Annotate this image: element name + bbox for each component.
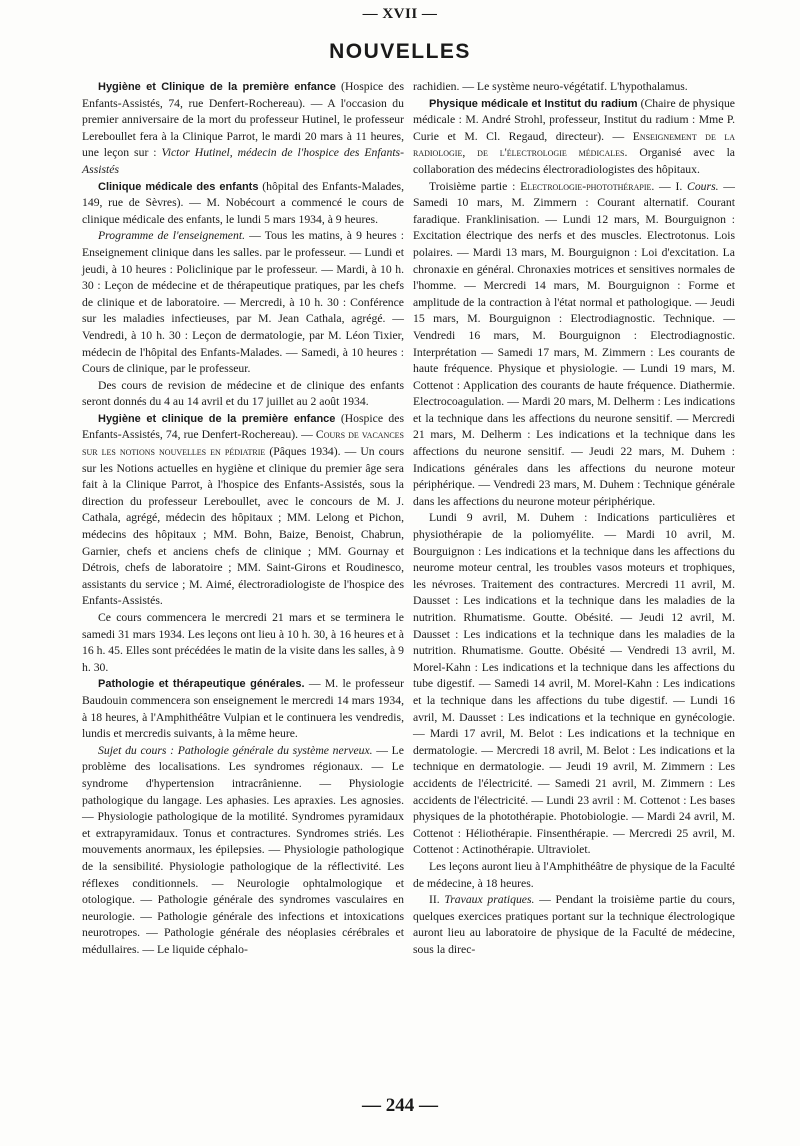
news-item-hygiene-premiere-enfance — [82, 411, 404, 610]
news-body: II. — [429, 893, 445, 907]
news-body: Troisième partie : — [429, 179, 521, 193]
course-title: Cours de vacances sur les notions nouvelles en pédiatrie — [82, 428, 405, 459]
news-body: — M. le professeur Baudouin commencera son enseignement le mercredi 14 mars 1934, à 18 heures, à l'Amphithéâtre Vulpian et le continuera les vendredis, lundis et mercredis suivants, à la même heure. — [82, 677, 404, 741]
news-item-physique-medicale — [413, 96, 735, 179]
news-item-hygiene-clinique — [82, 79, 404, 179]
lecture-location-paragraph: Les leçons auront lieu à l'Amphithéâtre de physique de la Faculté de médecine, à 18 heures. — [413, 859, 735, 890]
subject-label: Sujet du cours : Pathologie générale du système nerveux. — [98, 743, 373, 757]
news-body: (Pâques 1934). — Un cours sur les Notions actuelles en hygiène et clinique du premier âge sera fait à la Clinique Parrot, à l'hospice des Enfants-Assistés, sous la direction du professeur Lereboullet, avec le concours de M. J. Cathala, agrégé, médecin des hôpitaux ; MM. Lelong et Pichon, médecins des hôpitaux ; MM. Bohn, Baize, Benoist, Chabrun, Garnier, chefs et anciens chefs de clinique ; MM. Gournay et Détrois, chefs de laboratoire ; MM. Saint-Girons et Roudinesco, assistants du service ; M. Aimé, électroradiologiste de l'hospice des Enfants-Assistés. — [82, 445, 404, 608]
news-body: (Hospice des Enfants-Assistés, 74, rue Denfert-Rochereau). — A l'occasion du premier anniversaire de la mort du professeur Hutinel, le professeur Lereboullet fera à la Clinique Parrot, le mardi 20 mars à 11 heures, une leçon sur : — [82, 80, 404, 160]
course-title: Enseignement de la radiologie, de l'électrologie médicales. — [413, 129, 735, 160]
news-heading: Hygiène et clinique de la première enfance — [98, 412, 336, 425]
news-body: — Pendant la troisième partie du cours, quelques exercices pratiques portant sur la technique électrologique auront lieu au laboratoire de physique de la Faculté de médecine, sous la direc- — [413, 893, 735, 956]
news-heading: Pathologie et thérapeutique générales. — [98, 678, 305, 691]
page-title: NOUVELLES — [329, 40, 471, 63]
left-column — [82, 79, 404, 958]
news-body: (Hospice des Enfants-Assistés, 74, rue Denfert-Rochereau). — — [82, 411, 404, 442]
part-title: Electrologie-photothérapie. — [520, 179, 655, 193]
news-item-clinique-enfants — [82, 179, 404, 229]
news-body: — I. — [654, 179, 688, 193]
news-body: (Chaire de physique médicale : M. André Strohl, professeur, Institut du radium : Mme P. Curie et M. Cl. Regaud, directeur). — — [413, 96, 735, 143]
april-schedule-paragraph: Lundi 9 avril, M. Duhem : Indications particulières et physiothérapie de la poliomyélite. — Mardi 10 avril, M. Bourguignon : Les indications et la technique dans les affections du neurome moteur central, les troubles vasos moteurs et trophiques, les névroses. Traitement des contractures. Mercredi 11 avril, M. Dausset : Les indications et la technique dans les maladies de la nutrition. Rhumatisme. Goutte. Obésité. — Jeudi 12 avril, M. Dausset : Les indications et la technique dans les maladies de la nutrition. Rhumatisme. Goutte. Obésité — Vendredi 13 avril, M. Morel-Kahn : Les indications et la technique dans les affections du tube digestif. — Samedi 14 avril, M. Morel-Kahn : Les indications et la technique dans les affections du tube digestif. — Lundi 16 avril, M. Dausset : Les indications et la technique en gynécologie. — Mardi 17 avril, M. Belot : Les indications et la technique en dermatologie. — Mercredi 18 avril, M. Belot : Les indications et la technique en dermatologie. — Jeudi 19 avril, M. Zimmern : Les accidents de l'électricité. — Samedi 21 avril, M. Zimmern : Les accidents de l'électricité. — Lundi 23 avril : M. Cottenot : Les bases physiques de la photothérapie. Photobiologie. — Mardi 24 avril, M. Cottenot : Héliothérapie. Finsenthérapie. — Mercredi 25 avril, M. Cottenot : Actinothérapie. Ultraviolet. — [413, 511, 735, 857]
news-item-pathologie — [82, 676, 404, 742]
page-number: — 244 — — [362, 1095, 438, 1116]
lecture-title: Victor Hutinel, médecin de l'hospice des Enfants-Assistés — [82, 146, 405, 176]
news-heading: Physique médicale et Institut du radium — [429, 97, 638, 110]
travaux-label: Travaux pratiques. — [444, 893, 535, 907]
news-body: — Tous les matins, à 9 heures : Enseignement clinique dans les salles. par le professeur. — Lundi et jeudi, à 10 heures : Policlinique par le professeur. — Mardi, à 10 h. 30 : Leçon de médecine et de thérapeutique pratiques, par les chefs de clinique et de laboratoire. — Mercredi, à 10 h. 30 : Conférence sur les maladies infectieuses, par M. Jean Cathala, agrégé. — Vendredi, à 10 h. 30 : Leçon de dermatologie, par M. Léon Tixier, médecin de l'hôpital des Enfants-Malades. — Samedi, à 10 heures : Cours de clinique, par le professeur. — [82, 229, 404, 376]
news-body: — Samedi 10 mars, M. Zimmern : Courant alternatif. Courant faradique. Franklinisation. — Lundi 12 mars, M. Bourguignon : Excitation électrique des nerfs et des muscles. Electrotonus. Lois polaires. — Mardi 13 mars, M. Bourguignon : Loi d'excitation. La chronaxie en général. Chronaxies motrices et sensitives normales de l'homme. — Mercredi 14 mars, M. Bourguignon : Forme et amplitude de la contraction à l'état normal et pathologique. — Jeudi 15 mars, M. Bourguignon : Electrodiagnostic. Technique. — Vendredi 16 mars, M. Bourguignon : Electrodiagnostic. Interprétation — Samedi 17 mars, M. Zimmern : Les courants de haute fréquence. Physique et physiologie. — Lundi 19 mars, M. Cottenot : Application des courants de haute fréquence. Diathermie. Electrocoagulation. — Mardi 20 mars, M. Delherm : Les indications et la technique dans les affections du neurone sensitif. — Mercredi 21 mars, M. Delherm : Les indications et la technique dans les affections du neurone sensitif. — Jeudi 22 mars, M. Duhem : Indications générales dans les affections du neurone moteur périphérique. — Vendredi 23 mars, M. Duhem : Technique générale dans les affections du neurone moteur périphérique. — [413, 179, 735, 508]
news-body: — Le problème des localisations. Les syndromes régionaux. — Le syndrome d'hypertension intracrânienne. — Physiologie pathologique du langage. Les aphasies. Les apraxies. Les agnosies. — Physiologie pathologique de la motilité. Syndromes pyramidaux et extrapyramidaux. Tonus et contractures. Syndromes striés. Les mouvements anormaux, les épilepsies. — Physiologie pathologique de la sensibilité. Physiologie pathologique de la réflectivité. Les réflexes conditionnels. — Neurologie ophtalmologique et otologique. — Pathologie générale des syndromes vasculaires en neurologie. — Pathologie générale des infections et intoxications neurotropes. — Pathologie générale des néoplasies cérébrales et médullaires. — Le liquide céphalo- — [82, 743, 404, 956]
news-heading: Clinique médicale des enfants — [98, 180, 259, 193]
travaux-pratiques-paragraph — [413, 892, 735, 958]
third-part-paragraph — [413, 179, 735, 511]
revision-paragraph: Des cours de revision de médecine et de clinique des enfants seront donnés du 4 au 14 avril et du 17 juillet au 2 août 1934. — [82, 378, 404, 409]
news-heading: Hygiène et Clinique de la première enfance — [98, 81, 336, 93]
right-column — [413, 79, 735, 958]
programme-paragraph — [82, 228, 404, 377]
continued-paragraph: rachidien. — Le système neuro-végétatif. L'hypothalamus. — [413, 80, 688, 93]
news-body: Organisé avec la collaboration des médecins électroradiologistes des hôpitaux. — [413, 146, 735, 176]
section-folio: — XVII — — [362, 6, 438, 22]
news-body: (hôpital des Enfants-Malades, 149, rue de Sèvres). — M. Nobécourt a commencé le cours de clinique médicale des enfants, le lundi 5 mars 1934, à 9 heures. — [82, 179, 404, 226]
cours-label: Cours. — [687, 179, 719, 193]
programme-label: Programme de l'enseignement. — [98, 229, 245, 243]
course-schedule-paragraph: Ce cours commencera le mercredi 21 mars et se terminera le samedi 31 mars 1934. Les leçons ont lieu à 10 h. 30, à 16 heures et à 16 h. 45. Elles sont précédées le matin de la visite dans les salles, à 9 h. 30. — [82, 611, 404, 674]
course-subject-paragraph — [82, 743, 404, 959]
